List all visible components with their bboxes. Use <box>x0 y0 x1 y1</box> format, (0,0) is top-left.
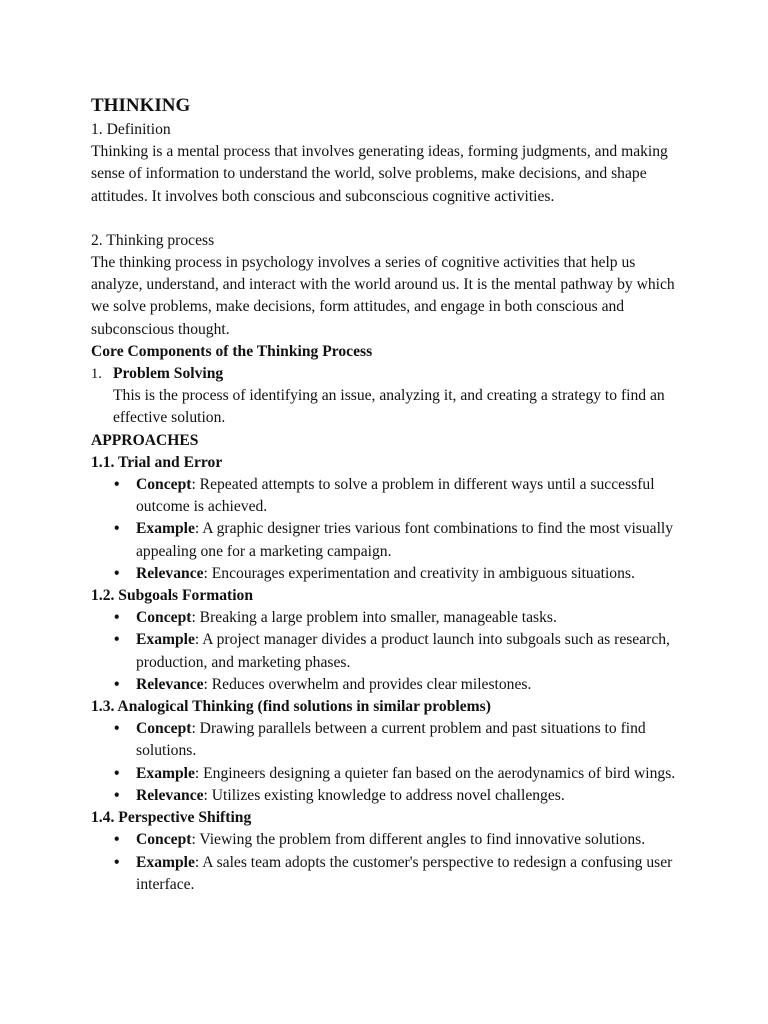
bullet-icon: • <box>114 853 120 871</box>
bullet-text: : A graphic designer tries various font combinations to find the most visually appealing one for a marketing campaign. <box>136 520 674 560</box>
bullet-list <box>91 474 681 585</box>
core-components-heading: Core Components of the Thinking Process <box>91 342 373 360</box>
list-item <box>114 607 681 629</box>
document-page <box>91 94 681 896</box>
bullet-label: Concept <box>136 476 192 494</box>
bullet-label: Concept <box>136 609 192 627</box>
bullet-list <box>91 718 681 807</box>
bullet-label: Relevance <box>136 564 204 582</box>
item-title: Problem Solving <box>113 365 224 383</box>
bullet-text: : Encourages experimentation and creativity in ambiguous situations. <box>203 564 635 582</box>
bullet-icon: • <box>114 609 120 627</box>
bullet-text: : Engineers designing a quieter fan based on the aerodynamics of bird wings. <box>194 764 676 782</box>
bullet-list <box>91 829 681 896</box>
list-item <box>114 785 681 807</box>
bullet-text: : Viewing the problem from different angles to find innovative solutions. <box>191 831 646 849</box>
bullet-label: Example <box>136 853 195 871</box>
bullet-label: Example <box>136 764 195 782</box>
item-text: This is the process of identifying an issue, analyzing it, and creating a strategy to find an effective solution. <box>113 387 665 427</box>
bullet-icon: • <box>114 631 120 649</box>
bullet-label: Relevance <box>136 675 204 693</box>
bullet-label: Concept <box>136 831 192 849</box>
bullet-text: : Repeated attempts to solve a problem in different ways until a successful outcome is achieved. <box>136 476 655 516</box>
list-item <box>114 829 681 851</box>
item-number: 1. <box>91 366 102 383</box>
list-item <box>114 852 681 896</box>
bullet-text: : Utilizes existing knowledge to address novel challenges. <box>203 786 565 804</box>
section-heading: 1.2. Subgoals Formation <box>91 587 254 605</box>
list-item <box>114 518 681 562</box>
section-heading: 1.4. Perspective Shifting <box>91 809 252 827</box>
process-heading: 2. Thinking process <box>91 231 215 249</box>
list-item <box>114 763 681 785</box>
bullet-icon: • <box>114 831 120 849</box>
bullet-icon: • <box>114 764 120 782</box>
spacer <box>91 208 681 230</box>
bullet-icon: • <box>114 675 120 693</box>
bullet-text: : A sales team adopts the customer's perspective to redesign a confusing user interface. <box>136 853 673 893</box>
definition-heading: 1. Definition <box>91 121 171 138</box>
bullet-text: : Breaking a large problem into smaller, manageable tasks. <box>191 609 557 627</box>
bullet-icon: • <box>114 520 120 538</box>
definition-text: Thinking is a mental process that involves generating ideas, forming judgments, and making sense of information to understand the world, solve problems, make decisions, and shape attitudes. It involves both conscious and subconscious cognitive activities. <box>91 143 668 205</box>
list-item <box>114 629 681 673</box>
bullet-text: : A project manager divides a product launch into subgoals such as research, production, and marketing phases. <box>136 631 670 671</box>
section-heading: 1.1. Trial and Error <box>91 453 223 471</box>
process-text: The thinking process in psychology involves a series of cognitive activities that help us analyze, understand, and interact with the world around us. It is the mental pathway by which we solve problems, make decisions, form attitudes, and engage in both conscious and subconscious thought. <box>91 254 675 338</box>
bullet-icon: • <box>114 476 120 494</box>
list-item <box>114 674 681 696</box>
bullet-label: Example <box>136 631 195 649</box>
numbered-item-problem-solving <box>91 363 681 430</box>
bullet-label: Example <box>136 520 195 538</box>
approaches-heading: APPROACHES <box>91 431 199 449</box>
list-item <box>114 718 681 762</box>
bullet-label: Relevance <box>136 786 204 804</box>
section-heading: 1.3. Analogical Thinking (find solutions in similar problems) <box>91 698 491 716</box>
list-item <box>114 563 681 585</box>
list-item <box>114 474 681 518</box>
bullet-icon: • <box>114 786 120 804</box>
bullet-label: Concept <box>136 720 192 738</box>
bullet-text: : Drawing parallels between a current problem and past situations to find solutions. <box>136 720 646 760</box>
bullet-icon: • <box>114 564 120 582</box>
bullet-list <box>91 607 681 696</box>
bullet-text: : Reduces overwhelm and provides clear milestones. <box>203 675 532 693</box>
document-title: THINKING <box>91 95 191 116</box>
bullet-icon: • <box>114 720 120 738</box>
